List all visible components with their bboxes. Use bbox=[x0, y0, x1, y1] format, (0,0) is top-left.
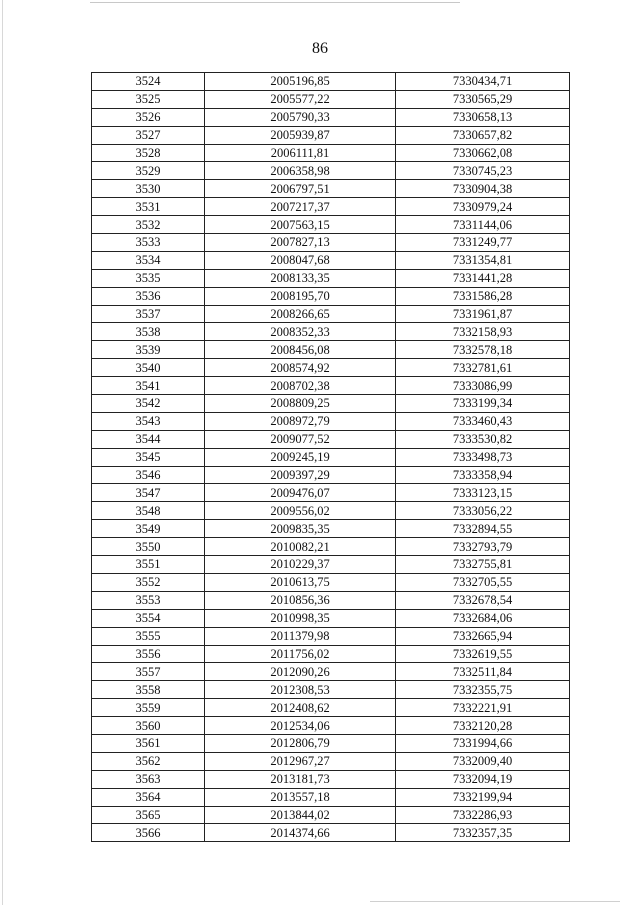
table-row bbox=[92, 734, 570, 752]
x-coordinate-cell: 2008456,08 bbox=[205, 341, 396, 359]
x-coordinate-cell: 2007827,13 bbox=[205, 234, 396, 252]
y-coordinate-cell: 7331994,66 bbox=[396, 734, 570, 752]
y-coordinate-cell: 7332781,61 bbox=[396, 359, 570, 377]
y-coordinate-cell: 7332511,84 bbox=[396, 663, 570, 681]
table-row bbox=[92, 520, 570, 538]
x-coordinate-cell: 2009556,02 bbox=[205, 502, 396, 520]
table-row bbox=[92, 538, 570, 556]
y-coordinate-cell: 7332158,93 bbox=[396, 323, 570, 341]
x-coordinate-cell: 2005790,33 bbox=[205, 108, 396, 126]
point-number-cell: 3559 bbox=[92, 699, 205, 717]
point-number-cell: 3544 bbox=[92, 430, 205, 448]
table-row bbox=[92, 681, 570, 699]
point-number-cell: 3556 bbox=[92, 645, 205, 663]
x-coordinate-cell: 2009476,07 bbox=[205, 484, 396, 502]
x-coordinate-cell: 2006797,51 bbox=[205, 180, 396, 198]
point-number-cell: 3540 bbox=[92, 359, 205, 377]
point-number-cell: 3533 bbox=[92, 234, 205, 252]
point-number-cell: 3546 bbox=[92, 466, 205, 484]
table-row bbox=[92, 162, 570, 180]
y-coordinate-cell: 7330434,71 bbox=[396, 73, 570, 91]
x-coordinate-cell: 2010998,35 bbox=[205, 609, 396, 627]
y-coordinate-cell: 7332286,93 bbox=[396, 806, 570, 824]
table-row bbox=[92, 377, 570, 395]
table-row bbox=[92, 234, 570, 252]
x-coordinate-cell: 2009835,35 bbox=[205, 520, 396, 538]
table-row bbox=[92, 806, 570, 824]
point-number-cell: 3558 bbox=[92, 681, 205, 699]
x-coordinate-cell: 2013557,18 bbox=[205, 788, 396, 806]
point-number-cell: 3537 bbox=[92, 305, 205, 323]
point-number-cell: 3538 bbox=[92, 323, 205, 341]
y-coordinate-cell: 7331144,06 bbox=[396, 216, 570, 234]
x-coordinate-cell: 2012534,06 bbox=[205, 717, 396, 735]
point-number-cell: 3545 bbox=[92, 448, 205, 466]
y-coordinate-cell: 7332199,94 bbox=[396, 788, 570, 806]
y-coordinate-cell: 7332684,06 bbox=[396, 609, 570, 627]
coordinates-table-body bbox=[92, 73, 570, 842]
table-row bbox=[92, 305, 570, 323]
y-coordinate-cell: 7332705,55 bbox=[396, 573, 570, 591]
y-coordinate-cell: 7333460,43 bbox=[396, 412, 570, 430]
table-row bbox=[92, 90, 570, 108]
y-coordinate-cell: 7333086,99 bbox=[396, 377, 570, 395]
point-number-cell: 3532 bbox=[92, 216, 205, 234]
table-row bbox=[92, 663, 570, 681]
x-coordinate-cell: 2006111,81 bbox=[205, 144, 396, 162]
table-row bbox=[92, 323, 570, 341]
x-coordinate-cell: 2005939,87 bbox=[205, 126, 396, 144]
y-coordinate-cell: 7331441,28 bbox=[396, 269, 570, 287]
table-row bbox=[92, 752, 570, 770]
x-coordinate-cell: 2010082,21 bbox=[205, 538, 396, 556]
point-number-cell: 3530 bbox=[92, 180, 205, 198]
y-coordinate-cell: 7333199,34 bbox=[396, 395, 570, 413]
x-coordinate-cell: 2007563,15 bbox=[205, 216, 396, 234]
table-row bbox=[92, 699, 570, 717]
x-coordinate-cell: 2012308,53 bbox=[205, 681, 396, 699]
y-coordinate-cell: 7333123,15 bbox=[396, 484, 570, 502]
point-number-cell: 3531 bbox=[92, 198, 205, 216]
y-coordinate-cell: 7333056,22 bbox=[396, 502, 570, 520]
table-row bbox=[92, 216, 570, 234]
table-row bbox=[92, 341, 570, 359]
y-coordinate-cell: 7332619,55 bbox=[396, 645, 570, 663]
table-row bbox=[92, 717, 570, 735]
y-coordinate-cell: 7330979,24 bbox=[396, 198, 570, 216]
x-coordinate-cell: 2010229,37 bbox=[205, 556, 396, 574]
x-coordinate-cell: 2008574,92 bbox=[205, 359, 396, 377]
x-coordinate-cell: 2010613,75 bbox=[205, 573, 396, 591]
x-coordinate-cell: 2008047,68 bbox=[205, 251, 396, 269]
y-coordinate-cell: 7332755,81 bbox=[396, 556, 570, 574]
x-coordinate-cell: 2012090,26 bbox=[205, 663, 396, 681]
x-coordinate-cell: 2011379,98 bbox=[205, 627, 396, 645]
x-coordinate-cell: 2008809,25 bbox=[205, 395, 396, 413]
y-coordinate-cell: 7330904,38 bbox=[396, 180, 570, 198]
y-coordinate-cell: 7330657,82 bbox=[396, 126, 570, 144]
point-number-cell: 3566 bbox=[92, 824, 205, 842]
table-row bbox=[92, 412, 570, 430]
point-number-cell: 3563 bbox=[92, 770, 205, 788]
scan-left-edge-line bbox=[2, 0, 3, 905]
table-row bbox=[92, 144, 570, 162]
x-coordinate-cell: 2013844,02 bbox=[205, 806, 396, 824]
table-row bbox=[92, 359, 570, 377]
x-coordinate-cell: 2014374,66 bbox=[205, 824, 396, 842]
x-coordinate-cell: 2008972,79 bbox=[205, 412, 396, 430]
scan-bottom-edge-line bbox=[370, 901, 620, 902]
x-coordinate-cell: 2008266,65 bbox=[205, 305, 396, 323]
point-number-cell: 3526 bbox=[92, 108, 205, 126]
point-number-cell: 3565 bbox=[92, 806, 205, 824]
point-number-cell: 3553 bbox=[92, 591, 205, 609]
point-number-cell: 3552 bbox=[92, 573, 205, 591]
y-coordinate-cell: 7330745,23 bbox=[396, 162, 570, 180]
y-coordinate-cell: 7332221,91 bbox=[396, 699, 570, 717]
point-number-cell: 3539 bbox=[92, 341, 205, 359]
table-row bbox=[92, 126, 570, 144]
x-coordinate-cell: 2005196,85 bbox=[205, 73, 396, 91]
point-number-cell: 3557 bbox=[92, 663, 205, 681]
y-coordinate-cell: 7331586,28 bbox=[396, 287, 570, 305]
table-row bbox=[92, 770, 570, 788]
x-coordinate-cell: 2011756,02 bbox=[205, 645, 396, 663]
page-number: 86 bbox=[312, 40, 328, 57]
y-coordinate-cell: 7332793,79 bbox=[396, 538, 570, 556]
coordinates-table bbox=[91, 72, 570, 842]
point-number-cell: 3541 bbox=[92, 377, 205, 395]
point-number-cell: 3554 bbox=[92, 609, 205, 627]
table-row bbox=[92, 448, 570, 466]
y-coordinate-cell: 7330662,08 bbox=[396, 144, 570, 162]
point-number-cell: 3527 bbox=[92, 126, 205, 144]
y-coordinate-cell: 7332665,94 bbox=[396, 627, 570, 645]
y-coordinate-cell: 7332578,18 bbox=[396, 341, 570, 359]
point-number-cell: 3550 bbox=[92, 538, 205, 556]
y-coordinate-cell: 7331354,81 bbox=[396, 251, 570, 269]
y-coordinate-cell: 7333498,73 bbox=[396, 448, 570, 466]
x-coordinate-cell: 2008133,35 bbox=[205, 269, 396, 287]
point-number-cell: 3549 bbox=[92, 520, 205, 538]
point-number-cell: 3525 bbox=[92, 90, 205, 108]
point-number-cell: 3535 bbox=[92, 269, 205, 287]
point-number-cell: 3547 bbox=[92, 484, 205, 502]
table-row bbox=[92, 73, 570, 91]
table-row bbox=[92, 198, 570, 216]
y-coordinate-cell: 7332678,54 bbox=[396, 591, 570, 609]
table-row bbox=[92, 627, 570, 645]
table-row bbox=[92, 556, 570, 574]
table-row bbox=[92, 645, 570, 663]
x-coordinate-cell: 2006358,98 bbox=[205, 162, 396, 180]
point-number-cell: 3564 bbox=[92, 788, 205, 806]
table-row bbox=[92, 591, 570, 609]
table-row bbox=[92, 466, 570, 484]
table-row bbox=[92, 788, 570, 806]
y-coordinate-cell: 7332009,40 bbox=[396, 752, 570, 770]
point-number-cell: 3524 bbox=[92, 73, 205, 91]
point-number-cell: 3555 bbox=[92, 627, 205, 645]
y-coordinate-cell: 7330565,29 bbox=[396, 90, 570, 108]
y-coordinate-cell: 7330658,13 bbox=[396, 108, 570, 126]
x-coordinate-cell: 2012967,27 bbox=[205, 752, 396, 770]
table-row bbox=[92, 269, 570, 287]
x-coordinate-cell: 2005577,22 bbox=[205, 90, 396, 108]
y-coordinate-cell: 7332894,55 bbox=[396, 520, 570, 538]
point-number-cell: 3543 bbox=[92, 412, 205, 430]
x-coordinate-cell: 2009077,52 bbox=[205, 430, 396, 448]
table-row bbox=[92, 573, 570, 591]
y-coordinate-cell: 7332357,35 bbox=[396, 824, 570, 842]
point-number-cell: 3561 bbox=[92, 734, 205, 752]
table-row bbox=[92, 180, 570, 198]
x-coordinate-cell: 2012806,79 bbox=[205, 734, 396, 752]
point-number-cell: 3528 bbox=[92, 144, 205, 162]
table-row bbox=[92, 287, 570, 305]
y-coordinate-cell: 7332355,75 bbox=[396, 681, 570, 699]
x-coordinate-cell: 2010856,36 bbox=[205, 591, 396, 609]
point-number-cell: 3551 bbox=[92, 556, 205, 574]
table-row bbox=[92, 251, 570, 269]
y-coordinate-cell: 7331249,77 bbox=[396, 234, 570, 252]
y-coordinate-cell: 7332120,28 bbox=[396, 717, 570, 735]
x-coordinate-cell: 2009397,29 bbox=[205, 466, 396, 484]
table-row bbox=[92, 502, 570, 520]
x-coordinate-cell: 2012408,62 bbox=[205, 699, 396, 717]
table-row bbox=[92, 395, 570, 413]
x-coordinate-cell: 2008352,33 bbox=[205, 323, 396, 341]
table-row bbox=[92, 108, 570, 126]
point-number-cell: 3542 bbox=[92, 395, 205, 413]
y-coordinate-cell: 7333358,94 bbox=[396, 466, 570, 484]
point-number-cell: 3536 bbox=[92, 287, 205, 305]
x-coordinate-cell: 2008702,38 bbox=[205, 377, 396, 395]
table-row bbox=[92, 484, 570, 502]
x-coordinate-cell: 2007217,37 bbox=[205, 198, 396, 216]
x-coordinate-cell: 2013181,73 bbox=[205, 770, 396, 788]
point-number-cell: 3529 bbox=[92, 162, 205, 180]
y-coordinate-cell: 7333530,82 bbox=[396, 430, 570, 448]
x-coordinate-cell: 2008195,70 bbox=[205, 287, 396, 305]
table-row bbox=[92, 824, 570, 842]
x-coordinate-cell: 2009245,19 bbox=[205, 448, 396, 466]
table-row bbox=[92, 430, 570, 448]
table-row bbox=[92, 609, 570, 627]
point-number-cell: 3534 bbox=[92, 251, 205, 269]
y-coordinate-cell: 7331961,87 bbox=[396, 305, 570, 323]
point-number-cell: 3562 bbox=[92, 752, 205, 770]
y-coordinate-cell: 7332094,19 bbox=[396, 770, 570, 788]
scan-top-edge-line bbox=[90, 2, 460, 3]
point-number-cell: 3548 bbox=[92, 502, 205, 520]
point-number-cell: 3560 bbox=[92, 717, 205, 735]
